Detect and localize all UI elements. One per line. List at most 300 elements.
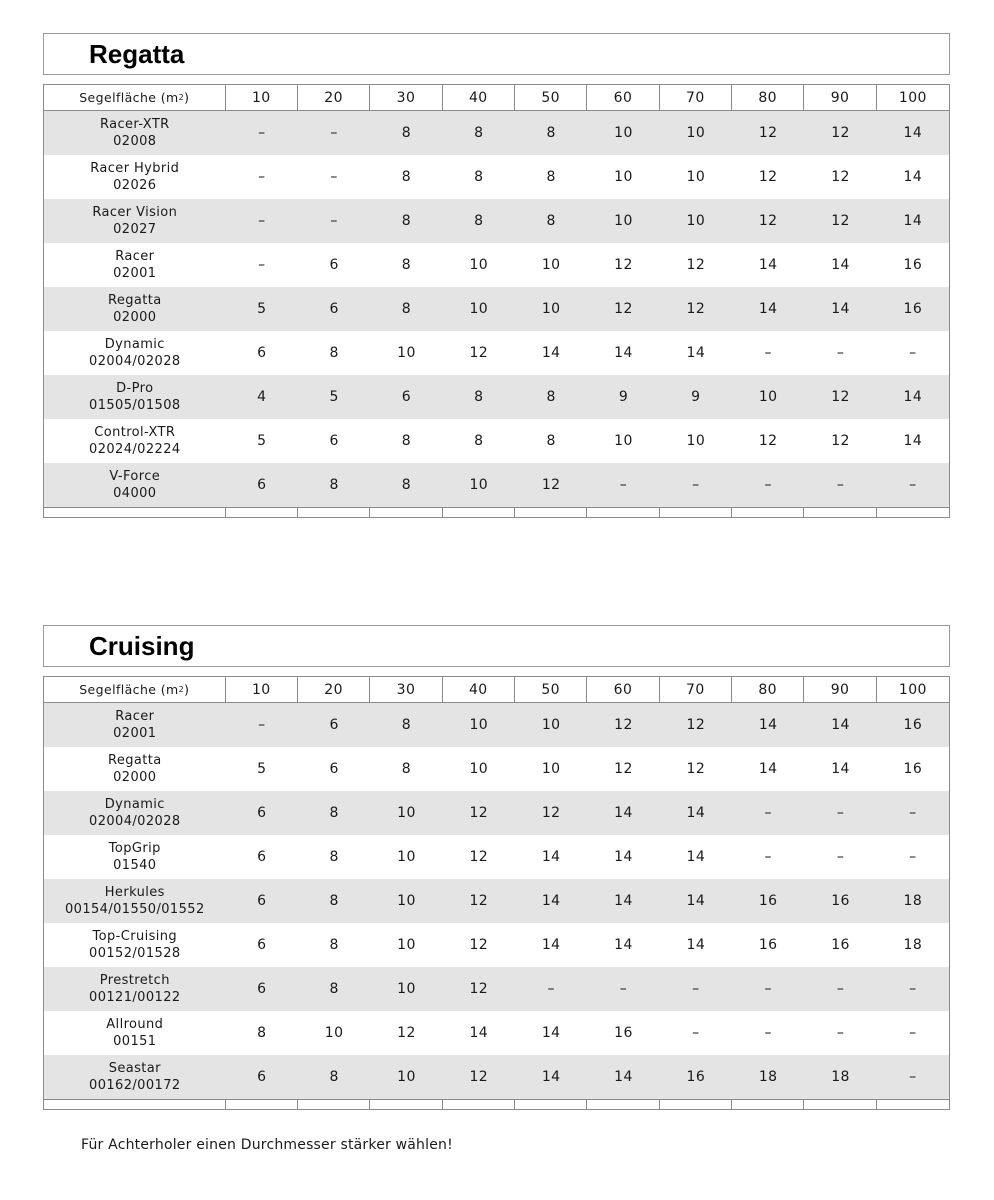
product-code: 01540 (113, 858, 157, 873)
product-code: 04000 (113, 486, 157, 501)
product-name: Allround (106, 1017, 164, 1032)
value-cell: 5 (257, 301, 267, 317)
product-name: D-Pro (116, 381, 154, 396)
product-code: 02000 (113, 310, 157, 325)
product-cell (44, 879, 226, 923)
value-cell: 8 (401, 761, 412, 777)
value-cell: 8 (401, 433, 412, 449)
value-cell: – (764, 981, 772, 997)
product-code: 00152/01528 (89, 946, 181, 961)
value-cell: 9 (618, 389, 629, 405)
value-cell: – (836, 477, 845, 493)
value-cell: – (909, 1025, 917, 1041)
value-cell: 10 (397, 849, 416, 865)
value-cell: 10 (686, 433, 706, 449)
value-cell: – (692, 477, 700, 493)
footnote: Für Achterholer einen Durchmesser stärker wählen! (81, 1137, 453, 1153)
value-cell: 8 (474, 433, 484, 449)
product-code: 02000 (113, 770, 157, 785)
value-cell: 14 (686, 345, 706, 361)
value-cell: 12 (686, 257, 706, 273)
value-cell: 12 (758, 169, 778, 185)
tail-cell (298, 508, 370, 517)
value-cell: 10 (469, 761, 489, 777)
tail-cell (44, 508, 226, 517)
value-cell: 12 (758, 433, 778, 449)
tail-cell (515, 1100, 587, 1109)
value-cell: 8 (401, 125, 412, 141)
product-name: Racer (115, 249, 155, 264)
product-cell (44, 155, 226, 199)
value-cell: 12 (686, 761, 706, 777)
value-cell: – (909, 1069, 917, 1085)
value-cell: 18 (903, 893, 923, 909)
table-row (44, 703, 949, 747)
product-name: Dynamic (104, 337, 165, 352)
tail-cell (443, 508, 515, 517)
value-cell: 8 (257, 1025, 267, 1041)
cruising-table (43, 676, 950, 1110)
value-cell: 16 (831, 937, 850, 953)
value-cell: 12 (831, 389, 850, 405)
value-cell: – (330, 213, 338, 229)
column-header: 40 (443, 677, 515, 702)
value-cell: 10 (397, 805, 416, 821)
value-cell: 6 (257, 1069, 267, 1085)
product-name: Racer (115, 709, 155, 724)
cruising-title-box (43, 625, 950, 667)
value-cell: 8 (474, 389, 484, 405)
value-cell: 14 (831, 717, 850, 733)
table-row (44, 463, 949, 507)
table-row (44, 835, 949, 879)
value-cell: 14 (758, 301, 778, 317)
value-cell: 12 (469, 893, 489, 909)
column-header: 60 (587, 85, 659, 110)
value-cell: 16 (758, 893, 778, 909)
product-cell (44, 375, 226, 419)
product-cell (44, 967, 226, 1011)
value-cell: 10 (686, 125, 706, 141)
value-cell: 10 (614, 125, 633, 141)
value-cell: 5 (329, 389, 339, 405)
column-header: 40 (443, 85, 515, 110)
table-header-row (44, 676, 949, 703)
value-cell: – (258, 213, 266, 229)
product-code: 02004/02028 (89, 354, 181, 369)
table-row (44, 331, 949, 375)
table-row (44, 747, 949, 791)
value-cell: 16 (614, 1025, 633, 1041)
value-cell: 6 (329, 761, 339, 777)
regatta-table (43, 84, 950, 518)
value-cell: – (764, 849, 772, 865)
value-cell: 14 (903, 125, 923, 141)
value-cell: 8 (401, 301, 412, 317)
value-cell: 10 (686, 169, 706, 185)
product-cell (44, 111, 226, 155)
product-cell (44, 791, 226, 835)
table-row (44, 967, 949, 1011)
value-cell: 12 (831, 213, 850, 229)
value-cell: 6 (329, 301, 339, 317)
value-cell: – (836, 981, 845, 997)
value-cell: – (692, 981, 700, 997)
product-cell (44, 747, 226, 791)
value-cell: 14 (758, 761, 778, 777)
product-name: Herkules (104, 885, 165, 900)
value-cell: 14 (541, 937, 561, 953)
value-cell: 12 (758, 125, 778, 141)
value-cell: 10 (541, 301, 561, 317)
value-cell: – (764, 345, 772, 361)
product-code: 02024/02224 (89, 442, 181, 457)
product-code: 02001 (113, 726, 157, 741)
regatta-section (43, 33, 950, 518)
product-name: TopGrip (108, 841, 161, 856)
value-cell: 14 (614, 345, 633, 361)
value-cell: 8 (401, 169, 412, 185)
value-cell: 16 (903, 761, 923, 777)
tail-cell (226, 508, 298, 517)
value-cell: 6 (257, 345, 267, 361)
value-cell: 14 (614, 937, 633, 953)
tail-cell (370, 508, 442, 517)
product-cell (44, 463, 226, 507)
product-code: 02001 (113, 266, 157, 281)
value-cell: 9 (691, 389, 701, 405)
tail-cell (443, 1100, 515, 1109)
product-cell (44, 1055, 226, 1099)
value-cell: 14 (614, 805, 633, 821)
table-row (44, 879, 949, 923)
header-label-close: ) (184, 682, 190, 697)
table-row (44, 199, 949, 243)
product-name: Dynamic (104, 797, 165, 812)
value-cell: 10 (397, 981, 416, 997)
header-label: Segelfläche (m (79, 682, 179, 697)
value-cell: 6 (257, 937, 267, 953)
column-header: 80 (732, 85, 804, 110)
value-cell: – (619, 477, 628, 493)
product-name: Top-Cruising (92, 929, 178, 944)
table-tail-row (44, 1099, 949, 1110)
product-name: Racer Vision (92, 205, 178, 220)
tail-cell (877, 1100, 949, 1109)
value-cell: 6 (401, 389, 412, 405)
column-header: 20 (298, 677, 370, 702)
tail-cell (804, 1100, 876, 1109)
value-cell: 10 (397, 937, 416, 953)
tail-cell (877, 508, 949, 517)
product-name: Regatta (107, 753, 162, 768)
product-cell (44, 287, 226, 331)
value-cell: 10 (324, 1025, 344, 1041)
value-cell: 14 (903, 213, 923, 229)
value-cell: 12 (614, 257, 633, 273)
value-cell: 10 (397, 1069, 416, 1085)
value-cell: 10 (686, 213, 706, 229)
tail-cell (660, 508, 732, 517)
regatta-title: Regatta (89, 38, 185, 69)
value-cell: 6 (257, 805, 267, 821)
value-cell: 8 (546, 169, 556, 185)
value-cell: 8 (401, 213, 412, 229)
header-label-close: ) (184, 90, 190, 105)
column-header: 70 (660, 85, 732, 110)
value-cell: – (330, 125, 338, 141)
value-cell: 8 (474, 125, 484, 141)
value-cell: 12 (541, 805, 561, 821)
value-cell: – (258, 257, 266, 273)
table-row (44, 155, 949, 199)
table-row (44, 1011, 949, 1055)
value-cell: 14 (541, 1069, 561, 1085)
tail-cell (804, 508, 876, 517)
value-cell: 10 (614, 433, 633, 449)
value-cell: 12 (469, 1069, 489, 1085)
column-header: 30 (370, 85, 442, 110)
product-code: 02027 (113, 222, 157, 237)
value-cell: 12 (831, 433, 850, 449)
value-cell: 12 (469, 805, 489, 821)
value-cell: 14 (686, 893, 706, 909)
tail-cell (226, 1100, 298, 1109)
table-row (44, 1055, 949, 1099)
value-cell: 5 (257, 433, 267, 449)
column-header: 50 (515, 677, 587, 702)
value-cell: 12 (686, 717, 706, 733)
value-cell: 5 (257, 761, 267, 777)
value-cell: – (619, 981, 628, 997)
value-cell: 6 (257, 981, 267, 997)
column-header: 90 (804, 677, 876, 702)
value-cell: 14 (541, 893, 561, 909)
value-cell: 6 (257, 849, 267, 865)
value-cell: – (764, 477, 772, 493)
column-header: 20 (298, 85, 370, 110)
value-cell: 14 (831, 257, 850, 273)
value-cell: 10 (614, 169, 633, 185)
header-label-sup: 2 (178, 685, 185, 694)
column-header: 10 (226, 85, 298, 110)
value-cell: 6 (329, 433, 339, 449)
product-name: Control-XTR (94, 425, 176, 440)
value-cell: – (909, 981, 917, 997)
product-cell (44, 923, 226, 967)
column-header: 80 (732, 677, 804, 702)
value-cell: 6 (329, 257, 339, 273)
value-cell: 12 (541, 477, 561, 493)
value-cell: 14 (903, 433, 923, 449)
product-cell (44, 1011, 226, 1055)
value-cell: 10 (614, 213, 633, 229)
tail-cell (370, 1100, 442, 1109)
value-cell: 14 (758, 257, 778, 273)
value-cell: 8 (401, 477, 412, 493)
value-cell: 8 (546, 125, 556, 141)
value-cell: – (258, 717, 266, 733)
cruising-section (43, 625, 950, 1110)
tail-cell (587, 508, 659, 517)
header-label-cell (44, 85, 226, 110)
product-code: 00121/00122 (89, 990, 181, 1005)
table-row (44, 419, 949, 463)
value-cell: 8 (329, 805, 339, 821)
value-cell: 10 (541, 257, 561, 273)
value-cell: 10 (469, 717, 489, 733)
product-name: Prestretch (99, 973, 170, 988)
value-cell: 12 (614, 717, 633, 733)
value-cell: 12 (469, 345, 489, 361)
value-cell: – (330, 169, 338, 185)
value-cell: – (836, 849, 845, 865)
value-cell: 10 (758, 389, 778, 405)
header-label-sup: 2 (178, 93, 185, 102)
value-cell: – (909, 805, 917, 821)
value-cell: 14 (831, 761, 850, 777)
column-header: 30 (370, 677, 442, 702)
product-name: Racer Hybrid (90, 161, 180, 176)
value-cell: 12 (686, 301, 706, 317)
table-header-row (44, 84, 949, 111)
value-cell: 12 (469, 981, 489, 997)
tail-cell (660, 1100, 732, 1109)
table-tail-row (44, 507, 949, 518)
tail-cell (732, 1100, 804, 1109)
product-code: 01505/01508 (89, 398, 181, 413)
value-cell: 14 (758, 717, 778, 733)
column-header: 60 (587, 677, 659, 702)
product-cell (44, 243, 226, 287)
tail-cell (515, 508, 587, 517)
product-name: V-Force (109, 469, 161, 484)
value-cell: 8 (329, 1069, 339, 1085)
value-cell: 16 (831, 893, 850, 909)
table-row (44, 375, 949, 419)
product-name: Regatta (107, 293, 162, 308)
value-cell: 16 (903, 717, 923, 733)
value-cell: – (909, 849, 917, 865)
value-cell: 14 (541, 849, 561, 865)
value-cell: 10 (469, 477, 489, 493)
product-cell (44, 419, 226, 463)
column-header: 10 (226, 677, 298, 702)
value-cell: 14 (831, 301, 850, 317)
value-cell: – (909, 477, 917, 493)
header-label-cell (44, 677, 226, 702)
value-cell: 12 (831, 125, 850, 141)
value-cell: 8 (546, 213, 556, 229)
column-header: 90 (804, 85, 876, 110)
table-row (44, 243, 949, 287)
value-cell: 10 (397, 345, 416, 361)
product-code: 02026 (113, 178, 157, 193)
value-cell: 12 (614, 301, 633, 317)
column-header: 70 (660, 677, 732, 702)
value-cell: 12 (469, 849, 489, 865)
value-cell: – (836, 345, 845, 361)
product-cell (44, 331, 226, 375)
cruising-title: Cruising (89, 630, 195, 661)
value-cell: 10 (397, 893, 416, 909)
product-cell (44, 703, 226, 747)
value-cell: 10 (469, 301, 489, 317)
value-cell: 12 (469, 937, 489, 953)
value-cell: 14 (686, 849, 706, 865)
column-header: 100 (898, 89, 927, 106)
value-cell: – (836, 1025, 845, 1041)
value-cell: 16 (686, 1069, 706, 1085)
value-cell: 8 (329, 849, 339, 865)
tail-cell (298, 1100, 370, 1109)
value-cell: 18 (758, 1069, 778, 1085)
value-cell: 6 (257, 477, 267, 493)
value-cell: 14 (614, 849, 633, 865)
product-name: Seastar (108, 1061, 161, 1076)
value-cell: 16 (903, 257, 923, 273)
regatta-title-box (43, 33, 950, 75)
value-cell: 18 (831, 1069, 850, 1085)
value-cell: – (764, 805, 772, 821)
value-cell: 8 (474, 169, 484, 185)
table-row (44, 111, 949, 155)
value-cell: 12 (614, 761, 633, 777)
value-cell: 6 (257, 893, 267, 909)
value-cell: 10 (541, 761, 561, 777)
tail-cell (44, 1100, 226, 1109)
value-cell: 8 (329, 893, 339, 909)
value-cell: 14 (614, 1069, 633, 1085)
value-cell: 14 (903, 389, 923, 405)
value-cell: 8 (329, 981, 339, 997)
product-code: 00162/00172 (89, 1078, 181, 1093)
product-code: 02008 (113, 134, 157, 149)
table-row (44, 287, 949, 331)
column-header: 50 (515, 85, 587, 110)
value-cell: 8 (546, 433, 556, 449)
product-cell (44, 835, 226, 879)
value-cell: 14 (541, 1025, 561, 1041)
value-cell: 12 (397, 1025, 416, 1041)
value-cell: 14 (903, 169, 923, 185)
value-cell: 8 (546, 389, 556, 405)
value-cell: 16 (903, 301, 923, 317)
value-cell: 14 (686, 937, 706, 953)
tail-cell (587, 1100, 659, 1109)
value-cell: – (258, 125, 266, 141)
product-cell (44, 199, 226, 243)
value-cell: 8 (401, 717, 412, 733)
product-name: Racer-XTR (99, 117, 170, 132)
table-row (44, 791, 949, 835)
value-cell: 8 (474, 213, 484, 229)
value-cell: – (909, 345, 917, 361)
value-cell: 14 (541, 345, 561, 361)
value-cell: 8 (329, 345, 339, 361)
product-code: 00151 (113, 1034, 157, 1049)
value-cell: 12 (758, 213, 778, 229)
value-cell: 10 (541, 717, 561, 733)
value-cell: 12 (831, 169, 850, 185)
value-cell: 18 (903, 937, 923, 953)
value-cell: 6 (329, 717, 339, 733)
value-cell: 10 (469, 257, 489, 273)
value-cell: – (547, 981, 555, 997)
value-cell: – (692, 1025, 700, 1041)
table-row (44, 923, 949, 967)
column-header: 100 (898, 681, 927, 698)
